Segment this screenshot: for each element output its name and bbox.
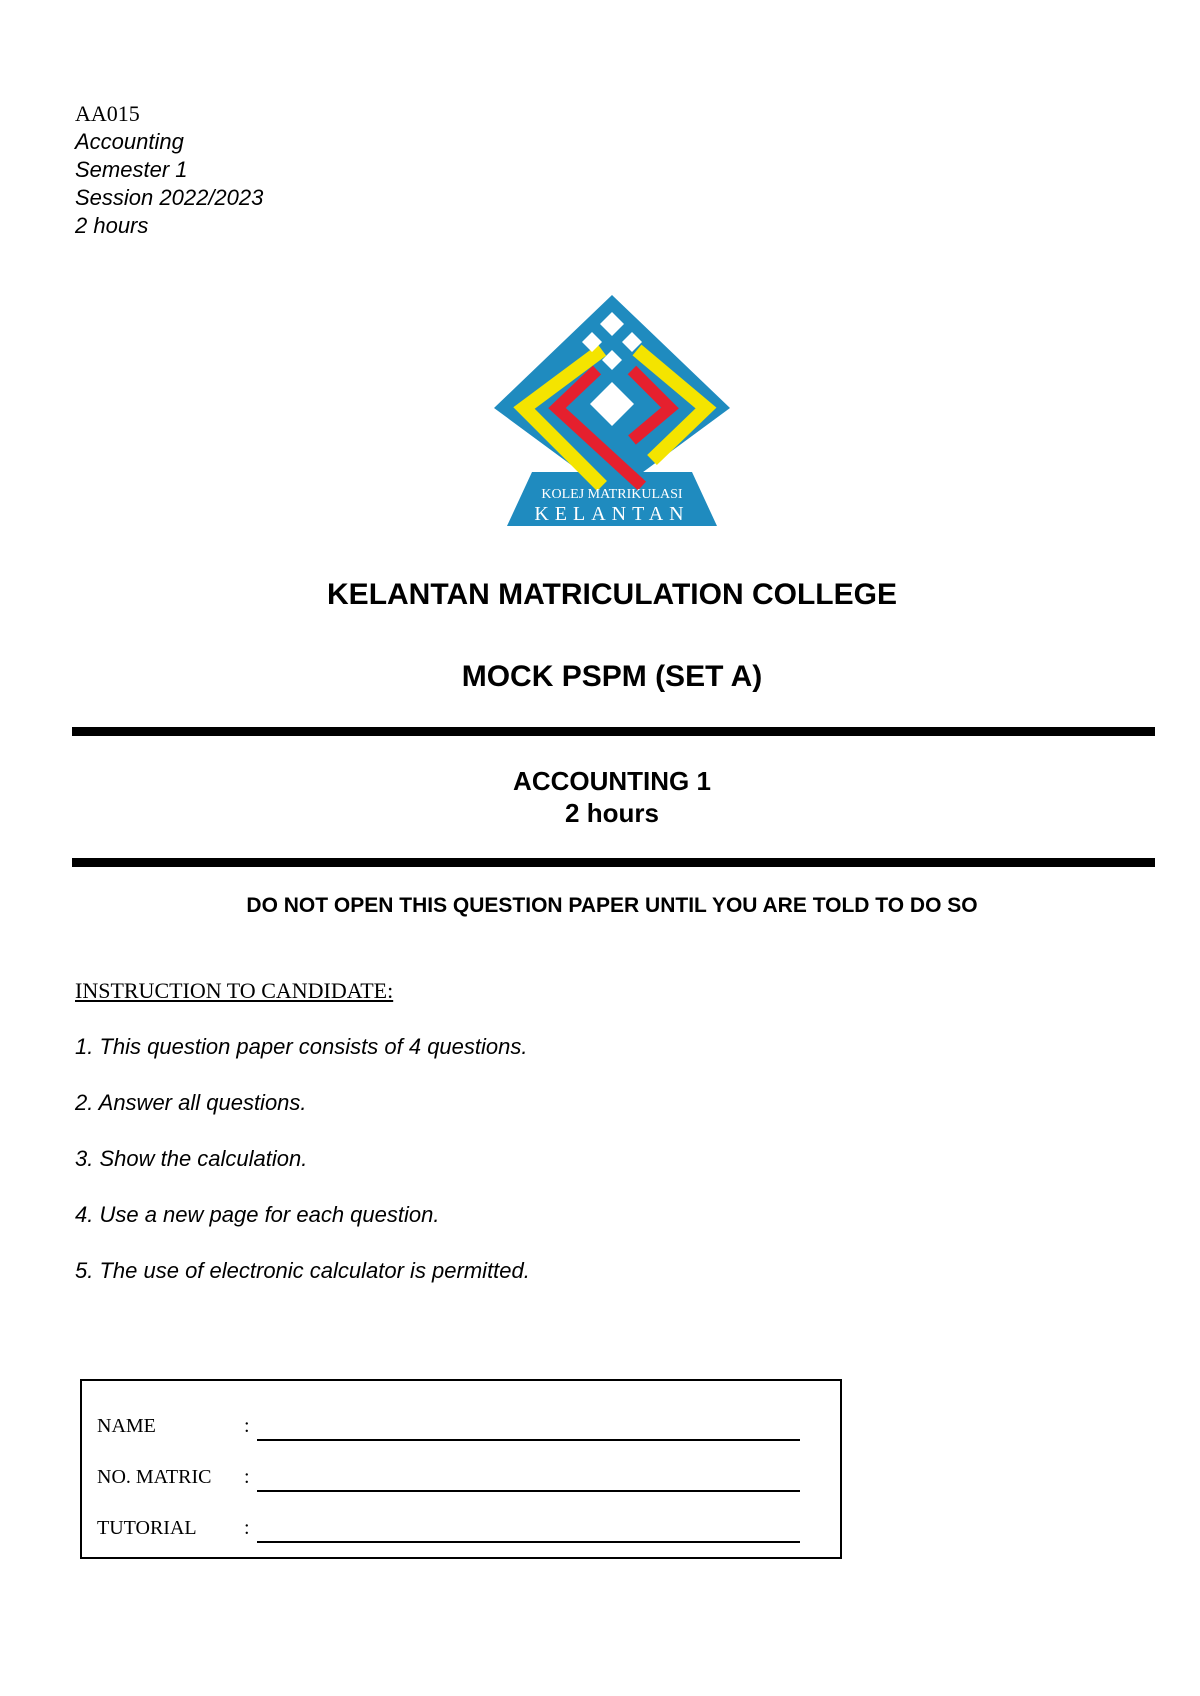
instruction-item: 1. This question paper consists of 4 questions. bbox=[75, 1034, 528, 1059]
tutorial-field[interactable] bbox=[257, 1541, 800, 1543]
logo-text-line1: KOLEJ MATRIKULASI bbox=[541, 487, 683, 502]
college-logo bbox=[492, 290, 732, 530]
matric-row bbox=[97, 1466, 817, 1496]
divider-bottom bbox=[72, 858, 1155, 867]
name-colon: : bbox=[244, 1415, 250, 1437]
header-duration: 2 hours bbox=[75, 213, 149, 238]
logo-text-line2: KELANTAN bbox=[534, 503, 690, 525]
tutorial-label: TUTORIAL bbox=[97, 1517, 197, 1539]
paper-duration: 2 hours bbox=[565, 798, 659, 828]
college-name: KELANTAN MATRICULATION COLLEGE bbox=[327, 578, 897, 611]
instruction-item: 3. Show the calculation. bbox=[75, 1146, 308, 1171]
instructions-list bbox=[75, 1032, 530, 1312]
instructions-heading: INSTRUCTION TO CANDIDATE: bbox=[75, 978, 394, 1003]
divider-top bbox=[72, 727, 1155, 736]
course-code: AA015 bbox=[75, 101, 140, 126]
candidate-info-box bbox=[80, 1379, 842, 1559]
name-row bbox=[97, 1415, 817, 1445]
paper-header bbox=[75, 100, 263, 240]
session: Session 2022/2023 bbox=[75, 185, 264, 210]
matric-field[interactable] bbox=[257, 1490, 800, 1492]
warning-notice: DO NOT OPEN THIS QUESTION PAPER UNTIL YOU ARE TOLD TO DO SO bbox=[246, 894, 978, 917]
name-field[interactable] bbox=[257, 1439, 800, 1441]
matric-colon: : bbox=[244, 1466, 250, 1488]
tutorial-colon: : bbox=[244, 1517, 250, 1539]
paper-title: ACCOUNTING 1 bbox=[513, 766, 711, 796]
subject-name: Accounting bbox=[75, 129, 184, 154]
semester: Semester 1 bbox=[75, 157, 188, 182]
tutorial-row bbox=[97, 1517, 817, 1547]
instruction-item: 5. The use of electronic calculator is permitted. bbox=[75, 1258, 530, 1283]
exam-title: MOCK PSPM (SET A) bbox=[461, 660, 763, 693]
name-label: NAME bbox=[97, 1415, 156, 1437]
instruction-item: 4. Use a new page for each question. bbox=[75, 1202, 440, 1227]
instruction-item: 2. Answer all questions. bbox=[75, 1090, 307, 1115]
matric-label: NO. MATRIC bbox=[97, 1466, 212, 1488]
